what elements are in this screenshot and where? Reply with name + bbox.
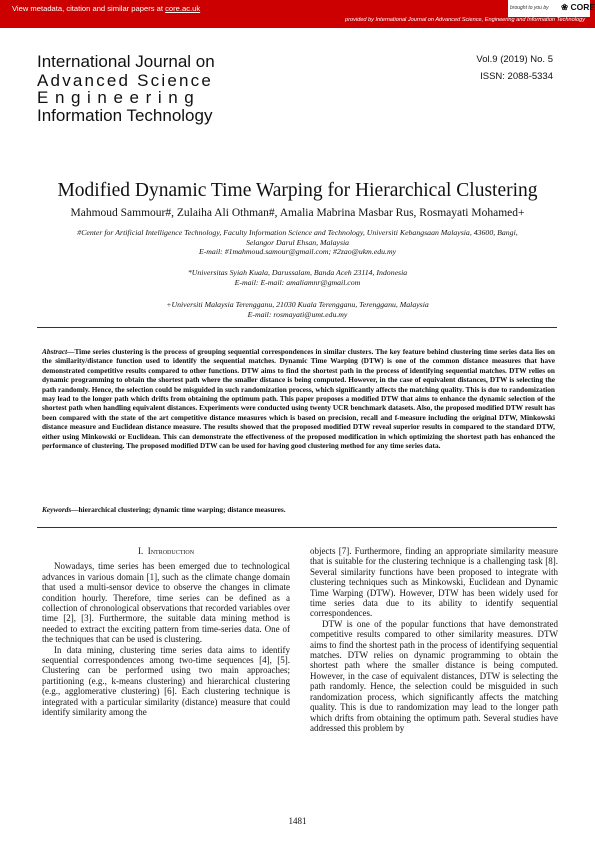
keywords-label: Keywords xyxy=(42,505,72,514)
abstract-text: —Time series clustering is the process of grouping sequential correspondences in similar clusters. The key feature behind clustering time series data lies on the similarity/distance function used to identify the sequential matches. Dynamic Time Warping (DTW) is one of the common distance measures that have demonstrated competitive results compared to other functions. DTW aims to find the shortest path in the process of identifying sequential matches. DTW relies on dynamic programming to obtain the shortest path where the smaller distance is being computed. However, in the case of equivalent distances, DTW is selecting the path randomly. Hence, the selection could be misguided in such randomization process, which significantly affects the matching quality. This is due to randomization may lead to the longer path which drifts from obtaining the optimum path. This paper proposes a modified DTW that aims to enhance the dynamic selection of the shortest path when handling equivalent distances. Experiments were conducted using twenty UCR benchmark datasets. Also, the proposed modified DTW result has been compared with the state of the art competitive distance measures which is based on precision, recall and f-measure including the original DTW, Minkowski distance measure and Euclidean distance measure. The results showed that the proposed modified DTW reveal superior results in compared to the standard DTW, either using Minkowski or Euclidean. This can demonstrate the effectiveness of the proposed modification in which optimizing the shortest path has enhanced the performance of clustering. The proposed modified DTW can be used for having good clustering method for any time series data. xyxy=(42,347,555,451)
affiliation-1-line1: #Center for Artificial Intelligence Technology, Faculty Information Science and Technology, Universiti Kebangsaan Malaysia, 43600, Bangi, xyxy=(77,228,518,237)
affiliation-1 xyxy=(60,228,535,257)
provided-by-text: provided by International Journal on Advanced Science, Engineering and Information Technology xyxy=(345,17,585,23)
volume-info: Vol.9 (2019) No. 5 xyxy=(476,54,553,65)
authors: Mahmoud Sammour#, Zulaiha Ali Othman#, Amalia Mabrina Masbar Rus, Rosmayati Mohamed+ xyxy=(70,207,525,219)
affiliation-3-email: E-mail: rosmayati@umt.edu.my xyxy=(247,309,348,319)
metadata-link-text xyxy=(12,4,200,13)
paragraph: DTW is one of the popular functions that have demonstrated competitive results compared to other similarity measures. DTW aims to find the shortest path in the process of identifying sequential matches. DTW relies on dynamic programming to obtain the shortest path where the smaller distance is being computed. However, in the case of equivalent distances, DTW is selecting the path randomly. Hence, the selection could be misguided in such randomization process, which significantly affects the matching quality. This is due to randomization may lead to the longer path which drifts from obtaining the optimum path. Several studies have addressed this problem by xyxy=(310,618,558,733)
affiliation-3-line1: +Universiti Malaysia Terengganu, 21030 Kuala Terengganu, Terengganu, Malaysia xyxy=(166,300,429,309)
affiliation-2-line1: *Universitas Syiah Kuala, Darussalam, Banda Aceh 23114, Indonesia xyxy=(187,268,408,277)
section-heading: I. Introduction xyxy=(137,546,195,556)
metadata-text: View metadata, citation and similar papers at xyxy=(12,4,166,13)
journal-logo-line2: Advanced Science xyxy=(37,71,214,90)
journal-logo-line4: Information Technology xyxy=(37,106,213,125)
keywords-text: —hierarchical clustering; dynamic time warping; distance measures. xyxy=(71,505,286,514)
paragraph: In data mining, clustering time series data aims to identify sequential correspondences among two-time sequences [4], [5]. Clustering can be performed using two main approaches; partitioning (e.g., k-means clustering) and hierarchical clustering (e.g., agglomerative clustering) [6]. Each clustering technique is integrated with a particular similarity (distance) measure that could identify similarity among the xyxy=(42,644,290,718)
journal-logo-line1: International Journal on xyxy=(37,52,215,71)
left-column xyxy=(42,546,290,718)
paper-title: Modified Dynamic Time Warping for Hierarchical Clustering xyxy=(57,180,538,201)
affiliation-3 xyxy=(60,300,535,319)
abstract-label: Abstract xyxy=(42,347,68,356)
core-link[interactable]: core.ac.uk xyxy=(165,4,201,13)
core-mark: ❀ CORE xyxy=(561,2,595,12)
page-number: 1481 xyxy=(288,816,307,826)
paragraph: objects [7]. Furthermore, finding an appropriate similarity measure that is suitable for the clustering technique is a challenging task [8]. Several similarity functions have been proposed to integrate with clustering techniques such as Minkowski, Euclidean and Dynamic Time Warping (DTW). However, DTW has been widely used for time series data due to its ability to identify sequential correspondences. xyxy=(310,546,558,619)
abstract xyxy=(42,347,555,450)
brought-by-text: brought to you by xyxy=(510,5,549,11)
affiliation-1-email: E-mail: #1mahmoud.samour@gmail.com; #2zao@ukm.edu.my xyxy=(198,247,397,256)
paragraph: Nowadays, time series has been emerged due to technological advances in various domain [1], such as the climate change domain that used a multi-sensor device to observe the changes in climate condition hourly. Therefore, time series can be defined as a collection of chronological observations that recorded variables over time [2], [3]. Furthermore, the suitable data mining method is needed to extract the exciting pattern from time-series data. One of the techniques that can be used is clustering. xyxy=(42,561,290,645)
keywords xyxy=(42,505,555,514)
issn: ISSN: 2088-5334 xyxy=(480,71,553,82)
divider-bottom xyxy=(37,527,557,528)
affiliation-2-email: E-mail: E-mail: amaliamnr@gmail.com xyxy=(234,277,361,287)
journal-logo-line3: Engineering xyxy=(37,88,201,107)
core-logo[interactable] xyxy=(508,0,595,17)
affiliation-2 xyxy=(60,268,535,287)
affiliation-1-line2: Selangor Darul Ehsan, Malaysia xyxy=(245,237,350,247)
core-icon: ❀ xyxy=(561,2,571,12)
divider-top xyxy=(37,327,557,328)
right-column xyxy=(310,546,558,733)
